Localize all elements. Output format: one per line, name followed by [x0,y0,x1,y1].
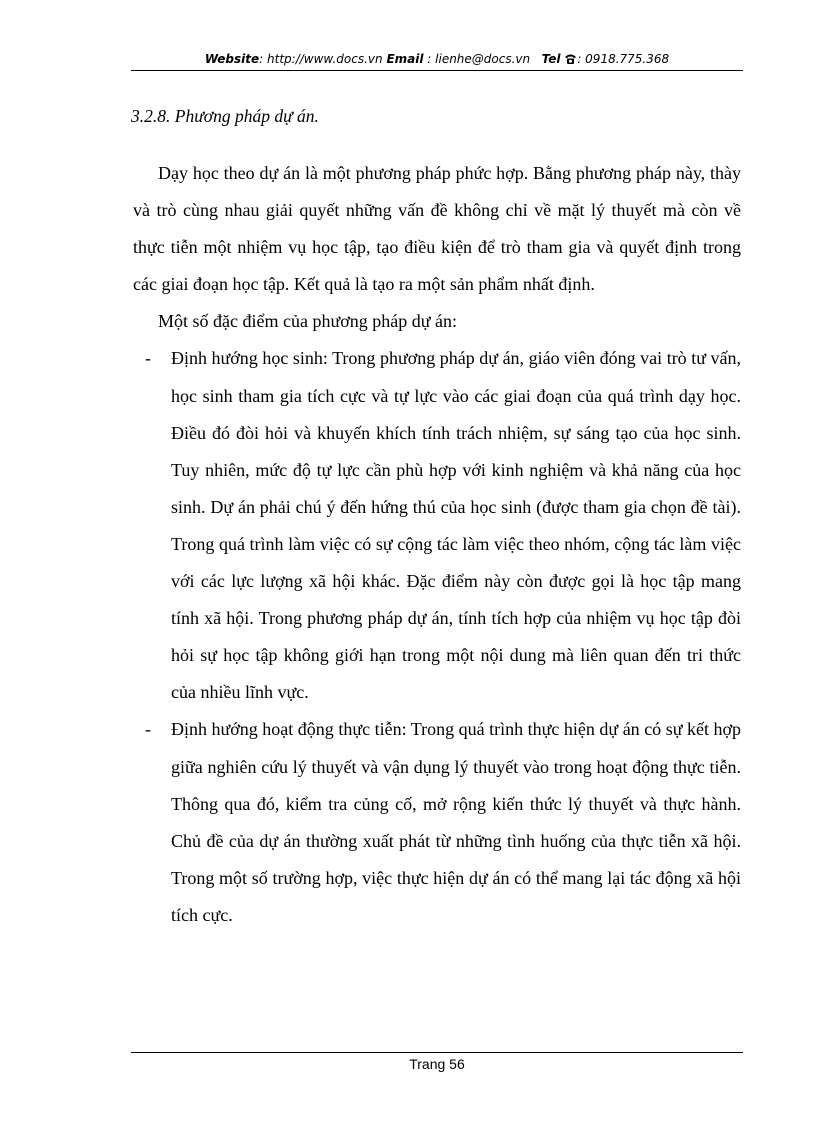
document-body [133,155,741,934]
website-label: Website [204,52,260,66]
list-item [133,340,741,711]
bullet-text: Định hướng hoạt động thực tiễn: Trong quá trình thực hiện dự án có sự kết hợp giữa nghiên cứu lý thuyết và vận dụng lý thuyết vào trong hoạt động thực tiễn. Thông qua đó, kiểm tra củng cố, mở rộng kiến thức lý thuyết và thực hành. Chủ đề của dự án thường xuất phát từ những tình huống của thực tiễn xã hội. Trong một số trường hợp, việc thực hiện dự án có thể mang lại tác động xã hội tích cực. [171,719,741,925]
header-rule [131,70,743,71]
website-value: : http://www.docs.vn [259,52,383,66]
bullet-marker: - [145,348,151,369]
tel-value: : 0918.775.368 [577,52,670,66]
page-number: Trang 56 [409,1056,465,1072]
telephone-icon [564,52,577,70]
footer-rule [131,1052,743,1053]
tel-label: Tel [541,52,561,66]
intro-paragraph: Dạy học theo dự án là một phương pháp phức hợp. Bằng phương pháp này, thày và trò cùng nhau giải quyết những vấn đề không chỉ về mặt lý thuyết mà còn về thực tiễn một nhiệm vụ học tập, tạo điều kiện để trò tham gia và quyết định trong các giai đoạn học tập. Kết quả là tạo ra một sản phẩm nhất định. [133,163,741,295]
feature-list [133,340,741,934]
bullet-text: Định hướng học sinh: Trong phương pháp dự án, giáo viên đóng vai trò tư vấn, học sinh tham gia tích cực và tự lực vào các giai đoạn của quá trình dạy học. Điều đó đòi hỏi và khuyến khích tính trách nhiệm, sự sáng tạo của học sinh. Tuy nhiên, mức độ tự lực cần phù hợp với kinh nghiệm và khả năng của học sinh. Dự án phải chú ý đến hứng thú của học sinh (được tham gia chọn đề tài). Trong quá trình làm việc có sự cộng tác làm việc theo nhóm, cộng tác làm việc với các lực lượng xã hội khác. Đặc điểm này còn được gọi là học tập mang tính xã hội. Trong phương pháp dự án, tính tích hợp của nhiệm vụ học tập đòi hỏi sự học tập không giới hạn trong một nội dung mà liên quan đến tri thức của nhiều lĩnh vực. [171,348,741,703]
features-heading: Một số đặc điểm của phương pháp dự án: [158,311,457,332]
section-title: 3.2.8. Phương pháp dự án. [131,106,319,126]
email-label: Email [386,52,424,66]
list-item [133,711,741,934]
email-value: : lienhe@docs.vn [427,52,531,66]
page-header [131,50,743,70]
bullet-marker: - [145,719,151,740]
